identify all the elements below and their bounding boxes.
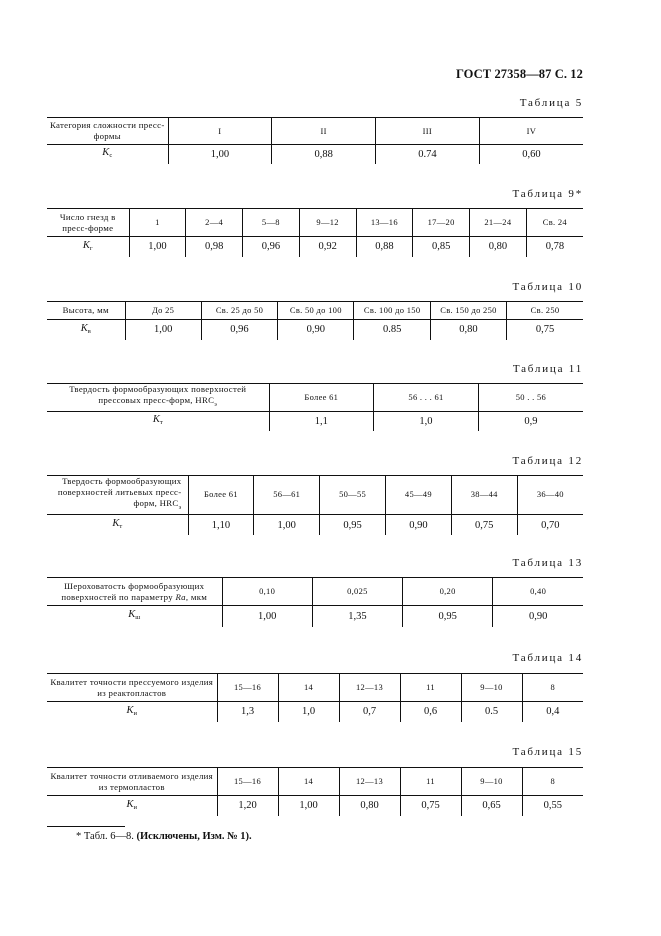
- table-15-col: 11: [400, 768, 461, 796]
- table-13-col: 0,10: [222, 578, 312, 606]
- table-5: [47, 117, 583, 164]
- table-14-value: 1,0: [278, 702, 339, 722]
- table-10-col: Св. 150 до 250: [430, 302, 506, 320]
- table-15-symbol: $K_и$: [126, 798, 137, 811]
- table-15-col: 12—13: [339, 768, 400, 796]
- table-10-col: Св. 250: [507, 302, 583, 320]
- table-10: [47, 301, 583, 340]
- table-15-value: 0,65: [461, 796, 522, 816]
- table-14-value: 0,6: [400, 702, 461, 722]
- table-15-value: 1,00: [278, 796, 339, 816]
- table-12-value: 0,70: [517, 514, 583, 535]
- table-11: [47, 383, 583, 431]
- table-12-symbol: $K_т$: [112, 518, 123, 530]
- table-10-header-label: Высота, мм: [47, 302, 125, 320]
- table-10-col: Св. 100 до 150: [354, 302, 430, 320]
- table-12-value: 0,75: [451, 514, 517, 535]
- table-14-value: 0,4: [522, 702, 583, 722]
- table-12-col: 45—49: [385, 476, 451, 515]
- table-11-caption: Таблица 11: [512, 363, 583, 375]
- table-5-col: I: [168, 118, 272, 145]
- table-10-value: 0,96: [201, 320, 277, 340]
- table-9-value: 0,80: [470, 237, 527, 257]
- table-14-col: 9—10: [461, 674, 522, 702]
- table-10-symbol: $K_в$: [80, 322, 91, 335]
- table-15-caption: Таблица 15: [512, 746, 583, 758]
- table-9-value: 1,00: [129, 237, 186, 257]
- table-9-value: 0,96: [243, 237, 300, 257]
- table-14-caption: Таблица 14: [512, 652, 583, 664]
- table-14-col: 12—13: [339, 674, 400, 702]
- table-5-col: III: [376, 118, 480, 145]
- table-5-value: 0.74: [376, 145, 480, 164]
- table-9-value: 0,92: [299, 237, 356, 257]
- table-13-col: 0,025: [312, 578, 402, 606]
- table-9-value: 0,78: [526, 237, 583, 257]
- table-5-value: 0,88: [272, 145, 376, 164]
- table-13-col: 0,40: [493, 578, 583, 606]
- footnote: [76, 831, 252, 842]
- table-5-value: 0,60: [479, 145, 583, 164]
- table-14-col: 15—16: [217, 674, 278, 702]
- table-9-col: 17—20: [413, 209, 470, 237]
- table-15-header-label: Квалитет точности отливаемого изделия из термопластов: [47, 768, 217, 796]
- footnote-rule: [47, 826, 125, 827]
- table-9-col: Св. 24: [526, 209, 583, 237]
- table-14: [47, 673, 583, 722]
- table-15-value: 1,20: [217, 796, 278, 816]
- table-9-col: 13—16: [356, 209, 413, 237]
- table-10-caption: Таблица 10: [512, 281, 583, 293]
- table-11-col: Более 61: [269, 384, 374, 412]
- table-9-caption: Таблица 9*: [512, 188, 583, 200]
- table-9-value: 0,98: [186, 237, 243, 257]
- table-14-value: 1,3: [217, 702, 278, 722]
- table-10-value: 1,00: [125, 320, 201, 340]
- table-13-value: 1,35: [312, 606, 402, 627]
- table-14-header-label: Квалитет точности прессуемого изделия из реактопластов: [47, 674, 217, 702]
- table-11-col: 56 . . . 61: [374, 384, 479, 412]
- table-12-col: 38—44: [451, 476, 517, 515]
- table-11-col: 50 . . 56: [478, 384, 583, 412]
- table-15-value: 0,75: [400, 796, 461, 816]
- table-13: [47, 577, 583, 627]
- table-13-col: 0,20: [403, 578, 493, 606]
- table-5-value: 1,00: [168, 145, 272, 164]
- table-15-value: 0,55: [522, 796, 583, 816]
- table-12-col: 36—40: [517, 476, 583, 515]
- table-9-value: 0,85: [413, 237, 470, 257]
- table-14-col: 14: [278, 674, 339, 702]
- table-13-caption: Таблица 13: [512, 557, 583, 569]
- table-13-value: 0,90: [493, 606, 583, 627]
- table-9-value: 0,88: [356, 237, 413, 257]
- table-10-value: 0,75: [507, 320, 583, 340]
- table-9-header-label: Число гнезд в пресс-форме: [47, 209, 129, 237]
- table-15-col: 15—16: [217, 768, 278, 796]
- table-9-col: 5—8: [243, 209, 300, 237]
- table-14-symbol: $K_и$: [126, 704, 137, 717]
- table-11-header-label: Твердость формообразующих поверхностей прессовых пресс-форм, $HRC_э$: [47, 384, 269, 412]
- table-5-caption: Таблица 5: [519, 97, 583, 109]
- table-15-col: 9—10: [461, 768, 522, 796]
- table-5-col: IV: [479, 118, 583, 145]
- footnote-bold: (Исключены, Изм. № 1).: [136, 831, 252, 842]
- table-10-value: 0,90: [278, 320, 354, 340]
- table-12-value: 0,95: [320, 514, 386, 535]
- table-12-value: 1,00: [254, 514, 320, 535]
- table-14-col: 11: [400, 674, 461, 702]
- table-5-col: II: [272, 118, 376, 145]
- table-12-col: 56—61: [254, 476, 320, 515]
- table-12-col: 50—55: [320, 476, 386, 515]
- table-5-header-label: Категория сложности пресс-формы: [47, 118, 168, 145]
- page-header: ГОСТ 27358—87 С. 12: [455, 67, 583, 81]
- table-13-header-label: Шероховатость формообразующих поверхностей по параметру Ra, мкм: [47, 578, 222, 606]
- table-11-value: 1,0: [374, 412, 479, 431]
- table-15-col: 8: [522, 768, 583, 796]
- table-12-header-label: Твердость формообразующих поверхностей литьевых пресс-форм, $HRC_э$: [47, 476, 188, 515]
- table-10-col: Св. 25 до 50: [201, 302, 277, 320]
- table-12-col: Более 61: [188, 476, 254, 515]
- table-9-col: 2—4: [186, 209, 243, 237]
- table-10-col: До 25: [125, 302, 201, 320]
- table-9-symbol: $K_г$: [82, 239, 93, 252]
- table-12: [47, 475, 583, 535]
- table-5-symbol: $K_c$: [102, 147, 113, 160]
- table-14-col: 8: [522, 674, 583, 702]
- table-11-value: 1,1: [269, 412, 374, 431]
- table-15: [47, 767, 583, 816]
- table-12-value: 0,90: [385, 514, 451, 535]
- table-10-value: 0.85: [354, 320, 430, 340]
- table-15-col: 14: [278, 768, 339, 796]
- table-10-value: 0,80: [430, 320, 506, 340]
- table-14-value: 0,7: [339, 702, 400, 722]
- table-9: [47, 208, 583, 257]
- table-9-col: 9—12: [299, 209, 356, 237]
- table-11-symbol: $K_т$: [152, 414, 163, 427]
- table-15-value: 0,80: [339, 796, 400, 816]
- table-12-caption: Таблица 12: [512, 455, 583, 467]
- table-9-col: 1: [129, 209, 186, 237]
- table-12-value: 1,10: [188, 514, 254, 535]
- table-9-col: 21—24: [470, 209, 527, 237]
- footnote-text: * Табл. 6—8.: [76, 831, 134, 842]
- table-14-value: 0.5: [461, 702, 522, 722]
- table-13-symbol: $K_ш$: [128, 609, 141, 622]
- table-13-value: 1,00: [222, 606, 312, 627]
- table-11-value: 0,9: [478, 412, 583, 431]
- table-13-value: 0,95: [403, 606, 493, 627]
- table-10-col: Св. 50 до 100: [278, 302, 354, 320]
